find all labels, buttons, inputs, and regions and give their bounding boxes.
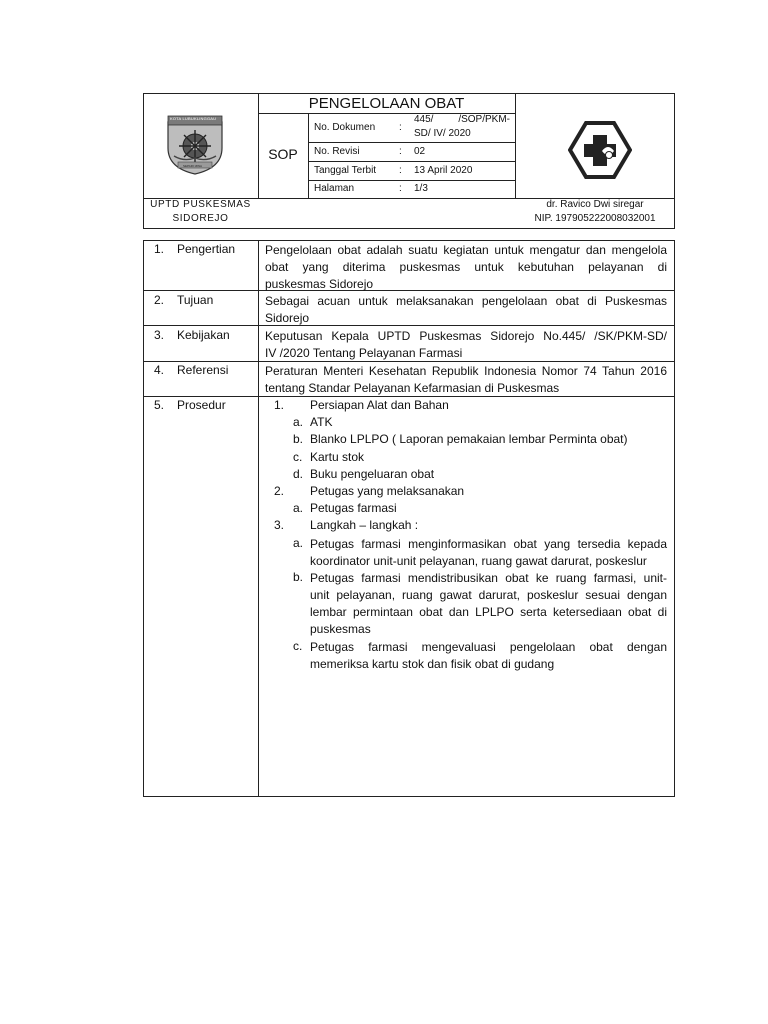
item-letter: a. [293, 501, 304, 515]
page-value: 1/3 [414, 183, 428, 194]
logo-banner-text: KOTA LUBUKLINGGAU [170, 116, 217, 121]
section-text-pengertian: Pengelolaan obat adalah suatu kegiatan untuk mengatur dan mengelola obat yang diterima puskesmas untuk kebutuhan pelayanan di puskesmas Sidorejo [265, 243, 667, 291]
item-letter: a. [293, 536, 304, 550]
doc-number-sep: : [399, 122, 402, 133]
org-name-line1: UPTD PUSKESMAS [150, 199, 251, 210]
list-item: Petugas farmasi menginformasikan obat yang tersedia kepada koordinator unit-unit pelayanan, ruang gawat darurat, poskeslur [310, 537, 667, 568]
item-letter: b. [293, 570, 304, 584]
page-label: Halaman [314, 183, 355, 194]
item-letter: d. [293, 467, 304, 481]
item-letter: b. [293, 432, 304, 446]
issue-date-value: 13 April 2020 [414, 165, 473, 176]
step-number: 3. [274, 518, 285, 532]
section-label: Pengertian [177, 242, 236, 256]
step-title: Langkah – langkah : [310, 518, 419, 532]
health-cross-logo-icon [568, 121, 632, 179]
list-item: Petugas farmasi mendistribusikan obat ke ruang farmasi, unit- unit pelayanan, ruang gawat darurat, poskeslur sesuai dengan lembar permintaan obat dan LPLPO serta ketersediaan obat di puskesmas [310, 571, 667, 636]
step-title: Petugas yang melaksanakan [310, 484, 465, 498]
section-number: 3. [154, 328, 165, 342]
revision-value: 02 [414, 146, 426, 157]
issue-date-label: Tanggal Terbit [314, 165, 377, 176]
item-letter: a. [293, 415, 304, 429]
section-text-referensi: Peraturan Menteri Kesehatan Republik Indonesia Nomor 74 Tahun 2016 tentang Standar Pelayanan Kefarmasian di Puskesmas [265, 364, 667, 395]
section-number: 2. [154, 293, 165, 307]
list-item: Kartu stok [310, 450, 365, 464]
list-item: Petugas farmasi mengevaluasi pengelolaan obat dengan memeriksa kartu stok dan fisik obat di gudang [310, 640, 667, 671]
section-number: 4. [154, 363, 165, 377]
step-number: 1. [274, 398, 285, 412]
section-label: Prosedur [177, 398, 226, 412]
item-letter: c. [293, 639, 303, 653]
step-number: 2. [274, 484, 285, 498]
revision-sep: : [399, 146, 402, 157]
list-item: Blanko LPLPO ( Laporan pemakaian lembar Perminta obat) [310, 432, 628, 446]
item-letter: c. [293, 450, 303, 464]
page-sep: : [399, 183, 402, 194]
sop-label: SOP [268, 146, 298, 162]
revision-label: No. Revisi [314, 146, 360, 157]
section-text-tujuan: Sebagai acuan untuk melaksanakan pengelolaan obat di Puskesmas Sidorejo [265, 294, 667, 325]
doc-number-value-line2: SD/ IV/ 2020 [414, 128, 471, 139]
step-title: Persiapan Alat dan Bahan [310, 398, 449, 412]
section-text-kebijakan: Keputusan Kepala UPTD Puskesmas Sidorejo No.445/ /SK/PKM-SD/ IV /2020 Tentang Pelayanan Farmasi [265, 329, 667, 360]
list-item: Petugas farmasi [310, 501, 397, 515]
issue-date-sep: : [399, 165, 402, 176]
section-label: Referensi [177, 363, 229, 377]
org-name-line2: SIDOREJO [172, 213, 229, 224]
signer-name: dr. Ravico Dwi siregar [546, 199, 644, 210]
section-number: 5. [154, 398, 165, 412]
list-item: ATK [310, 415, 333, 429]
section-label: Tujuan [177, 293, 214, 307]
page-title: PENGELOLAAN OBAT [308, 95, 465, 112]
section-number: 1. [154, 242, 165, 256]
doc-number-label: No. Dokumen [314, 122, 376, 133]
section-label: Kebijakan [177, 328, 230, 342]
signer-nip: NIP. 197905222008032001 [534, 213, 656, 224]
logo-motto-text: SEPARI IZWA [183, 164, 203, 168]
doc-number-value-line1: 445/ /SOP/PKM- [414, 114, 510, 125]
list-item: Buku pengeluaran obat [310, 467, 435, 481]
